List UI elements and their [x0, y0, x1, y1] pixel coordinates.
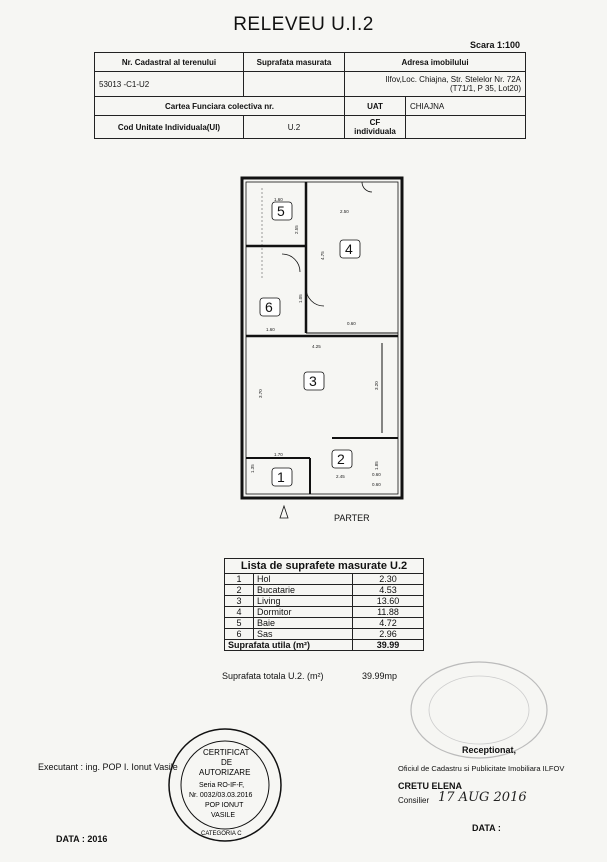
row-name: Sas — [254, 629, 353, 640]
surfaces-title: Lista de suprafete masurate U.2 — [225, 559, 424, 574]
door-arc-4 — [306, 288, 324, 306]
stamp-line: CERTIFICAT — [203, 748, 250, 757]
dim-label: 4.75 — [320, 251, 325, 260]
row-area: 11.88 — [353, 607, 424, 618]
util-value: 39.99 — [353, 640, 424, 651]
table-row — [225, 574, 424, 585]
entrance-arrow-icon — [280, 506, 288, 518]
room-number-4: 4 — [345, 241, 353, 257]
stamp-line: POP IONUT — [205, 802, 244, 809]
room-number-5: 5 — [277, 203, 285, 219]
suprafata-value — [244, 72, 345, 97]
level-label: PARTER — [334, 513, 370, 523]
total-label: Suprafata totala U.2. (m²) — [222, 671, 324, 681]
dim-label: 1.85 — [374, 461, 379, 470]
dim-label: 0.60 — [372, 482, 381, 487]
row-area: 2.30 — [353, 574, 424, 585]
carte-funciara-label: Cartea Funciara colectiva nr. — [95, 97, 345, 116]
stamp-line: VASILE — [211, 812, 235, 819]
row-number: 2 — [225, 585, 254, 596]
scale-label: Scara 1:100 — [470, 40, 521, 50]
row-area: 2.96 — [353, 629, 424, 640]
dim-label: 3.20 — [374, 381, 379, 390]
adresa-line1: Ilfov,Loc. Chiajna, Str. Stelelor Nr. 72A — [385, 75, 521, 84]
cod-ui-value: U.2 — [244, 116, 345, 139]
dim-label: 1.60 — [266, 327, 275, 332]
dim-label: 0.60 — [372, 472, 381, 477]
table-row — [225, 629, 424, 640]
outer-wall — [242, 178, 402, 498]
oficiu-label: Oficiul de Cadastru si Publicitate Imobiliara ILFOV — [398, 764, 565, 773]
inner-wall-line — [246, 182, 398, 494]
stamp-line: CATEGORIA C — [201, 831, 242, 837]
certificate-stamp-icon — [165, 725, 285, 845]
table-row — [225, 607, 424, 618]
page-title: RELEVEU U.I.2 — [233, 14, 374, 35]
stamp-line: Nr. 0032/03.03.2016 — [189, 792, 253, 799]
table-row-total — [225, 640, 424, 651]
dim-label: 2.45 — [336, 474, 345, 479]
info-table — [94, 52, 526, 139]
dim-label: 1.35 — [250, 464, 255, 473]
data-left: DATA : 2016 — [56, 834, 108, 844]
dim-label: 2.55 — [294, 225, 299, 234]
row-name: Living — [254, 596, 353, 607]
surfaces-table — [224, 558, 424, 651]
cretu-label: CRETU ELENA — [398, 781, 463, 791]
dim-label: 2.50 — [340, 209, 349, 214]
total-value: 39.99mp — [362, 671, 398, 681]
row-name: Dormitor — [254, 607, 353, 618]
cf-label: CF individuala — [345, 116, 406, 139]
room-number-6: 6 — [265, 299, 273, 315]
adresa-label: Adresa imobilului — [345, 53, 526, 72]
row-number: 4 — [225, 607, 254, 618]
row-name: Bucatarie — [254, 585, 353, 596]
stamp-line: AUTORIZARE — [199, 768, 251, 777]
row-name: Hol — [254, 574, 353, 585]
dim-label: 1.70 — [274, 452, 283, 457]
room-number-2: 2 — [337, 451, 345, 467]
nr-cadastral-label: Nr. Cadastral al terenului — [95, 53, 244, 72]
dim-label: 1.60 — [274, 197, 283, 202]
dim-label: 1.05 — [298, 294, 303, 303]
cod-ui-label: Cod Unitate Individuala(UI) — [95, 116, 244, 139]
table-row — [225, 585, 424, 596]
row-name: Baie — [254, 618, 353, 629]
row-number: 3 — [225, 596, 254, 607]
adresa-line2: (T71/1, P 35, Lot20) — [449, 84, 521, 93]
util-label: Suprafata utila (m²) — [225, 640, 353, 651]
uat-label: UAT — [345, 97, 406, 116]
door-arc-top — [362, 182, 372, 192]
receptionat-label: Receptionat, — [462, 745, 517, 755]
stamp-line: Seria RO-IF-F, — [199, 782, 245, 789]
dim-label: 0.60 — [347, 321, 356, 326]
uat-value: CHIAJNA — [406, 97, 526, 116]
table-row — [225, 596, 424, 607]
room-number-1: 1 — [277, 469, 285, 485]
stamp-line: DE — [221, 758, 233, 767]
door-arc-6 — [282, 254, 300, 272]
row-area: 4.72 — [353, 618, 424, 629]
cf-value — [406, 116, 526, 139]
dim-label: 3.70 — [258, 389, 263, 398]
data-right: DATA : — [472, 823, 501, 833]
row-number: 6 — [225, 629, 254, 640]
room-number-3: 3 — [309, 373, 317, 389]
handwritten-date: 17 AUG 2016 — [438, 790, 527, 805]
row-area: 4.53 — [353, 585, 424, 596]
floor-plan — [232, 168, 432, 528]
consilier-label: Consilier — [398, 796, 430, 805]
row-area: 13.60 — [353, 596, 424, 607]
row-number: 1 — [225, 574, 254, 585]
dim-label: 4.25 — [312, 344, 321, 349]
row-number: 5 — [225, 618, 254, 629]
table-row — [225, 618, 424, 629]
suprafata-label: Suprafata masurata — [244, 53, 345, 72]
executant-label: Executant : ing. POP I. Ionut Vasile — [38, 762, 178, 772]
nr-cadastral-value: 53013 -C1-U2 — [95, 72, 244, 97]
